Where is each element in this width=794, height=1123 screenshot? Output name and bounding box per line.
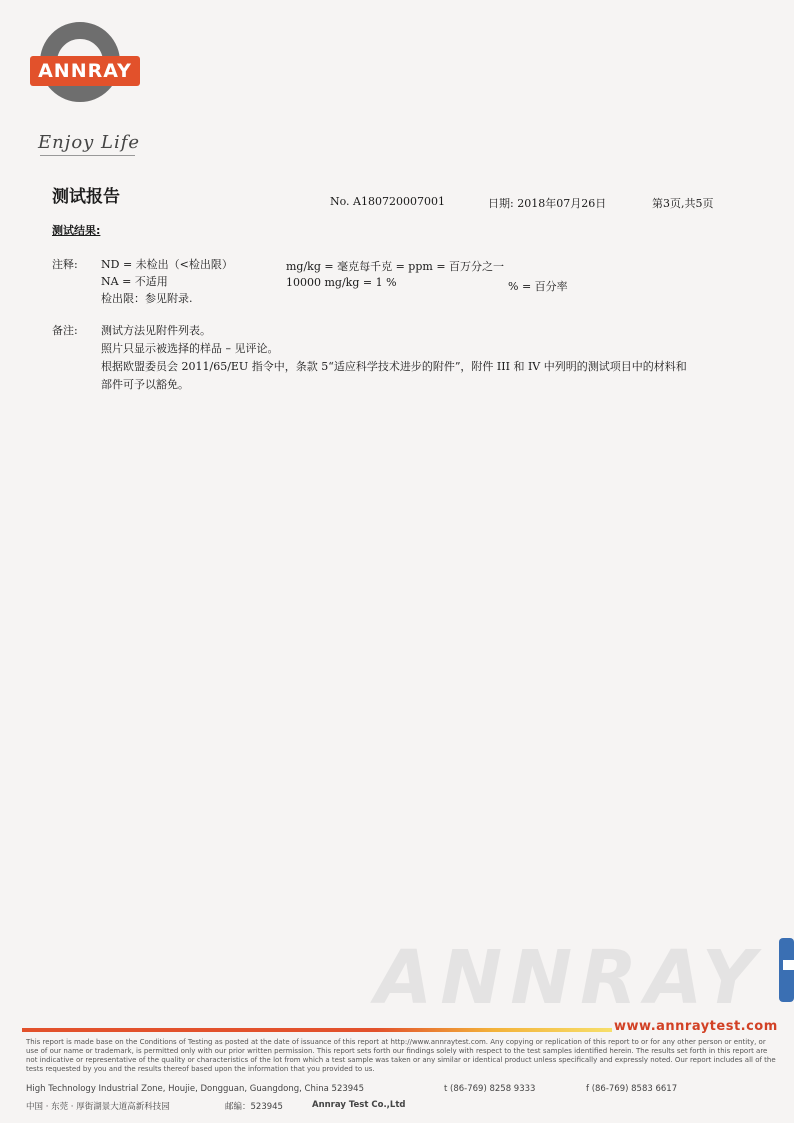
note-percent: % = 百分率 <box>508 280 568 293</box>
results-heading: 测试结果: <box>52 224 101 237</box>
footer-company: Annray Test Co.,Ltd <box>312 1100 406 1110</box>
remarks-label: 备注: <box>52 324 78 337</box>
remark-line: 测试方法见附件列表。 <box>101 324 211 337</box>
footer-address-cn: 中国 · 东莞 · 厚街湖景大道高新科技园 <box>26 1102 170 1112</box>
note-mgkg: mg/kg = 毫克每千克 = ppm = 百万分之一 <box>286 260 505 273</box>
notes-label: 注释: <box>52 258 78 271</box>
footer-website[interactable]: www.annraytest.com <box>614 1019 778 1034</box>
note-nd: ND = 未检出（<检出限） <box>101 258 233 271</box>
logo-tagline: Enjoy Life <box>38 132 141 153</box>
footer-address-en: High Technology Industrial Zone, Houjie, Dongguan, Guangdong, China 523945 <box>26 1084 364 1094</box>
note-na: NA = 不适用 <box>101 275 168 288</box>
edge-logo-icon <box>775 930 794 1010</box>
note-conversion: 10000 mg/kg = 1 % <box>286 276 397 289</box>
remark-line: 根据欧盟委员会 2011/65/EU 指令中，条款 5“适应科学技术进步的附件”，附件 III 和 IV 中列明的测试项目中的材料和 <box>101 360 687 373</box>
footer-postcode: 邮编：523945 <box>225 1102 283 1112</box>
footer-stripe <box>22 1028 612 1032</box>
footer-tel: t (86-769) 8258 9333 <box>444 1084 536 1094</box>
note-limit: 检出限：参见附录. <box>101 292 193 305</box>
footer-disclaimer: This report is made base on the Conditions of Testing as posted at the date of issuance of this report at http://www.annraytest.com. Any copying or replication of this report to or for any other person or entity, or use of our name or trademark, is permitted only with our prior written permission. This report sets forth our findings solely with respect to the test samples identified herein. The results set forth in this report are not indicative or representative of the quality or characteristics of the lot from which a test sample was taken or any similar or identical product unless specifically and expressly noted. Our report includes all of the tests requested by you and the results thereof based upon the information that you provided to us. <box>26 1038 776 1073</box>
page-title: 测试报告 <box>52 187 120 207</box>
remark-line: 照片只显示被选择的样品 – 见评论。 <box>101 342 279 355</box>
logo-brand: ANNRAY <box>30 56 140 86</box>
footer-fax: f (86-769) 8583 6617 <box>586 1084 678 1094</box>
remark-line: 部件可予以豁免。 <box>101 378 189 391</box>
report-number: No. A180720007001 <box>330 195 445 208</box>
page-number: 第3页,共5页 <box>652 197 714 210</box>
watermark: ANNRAY <box>375 935 764 1021</box>
report-date: 日期: 2018年07月26日 <box>488 197 607 210</box>
logo-underline <box>40 155 135 156</box>
